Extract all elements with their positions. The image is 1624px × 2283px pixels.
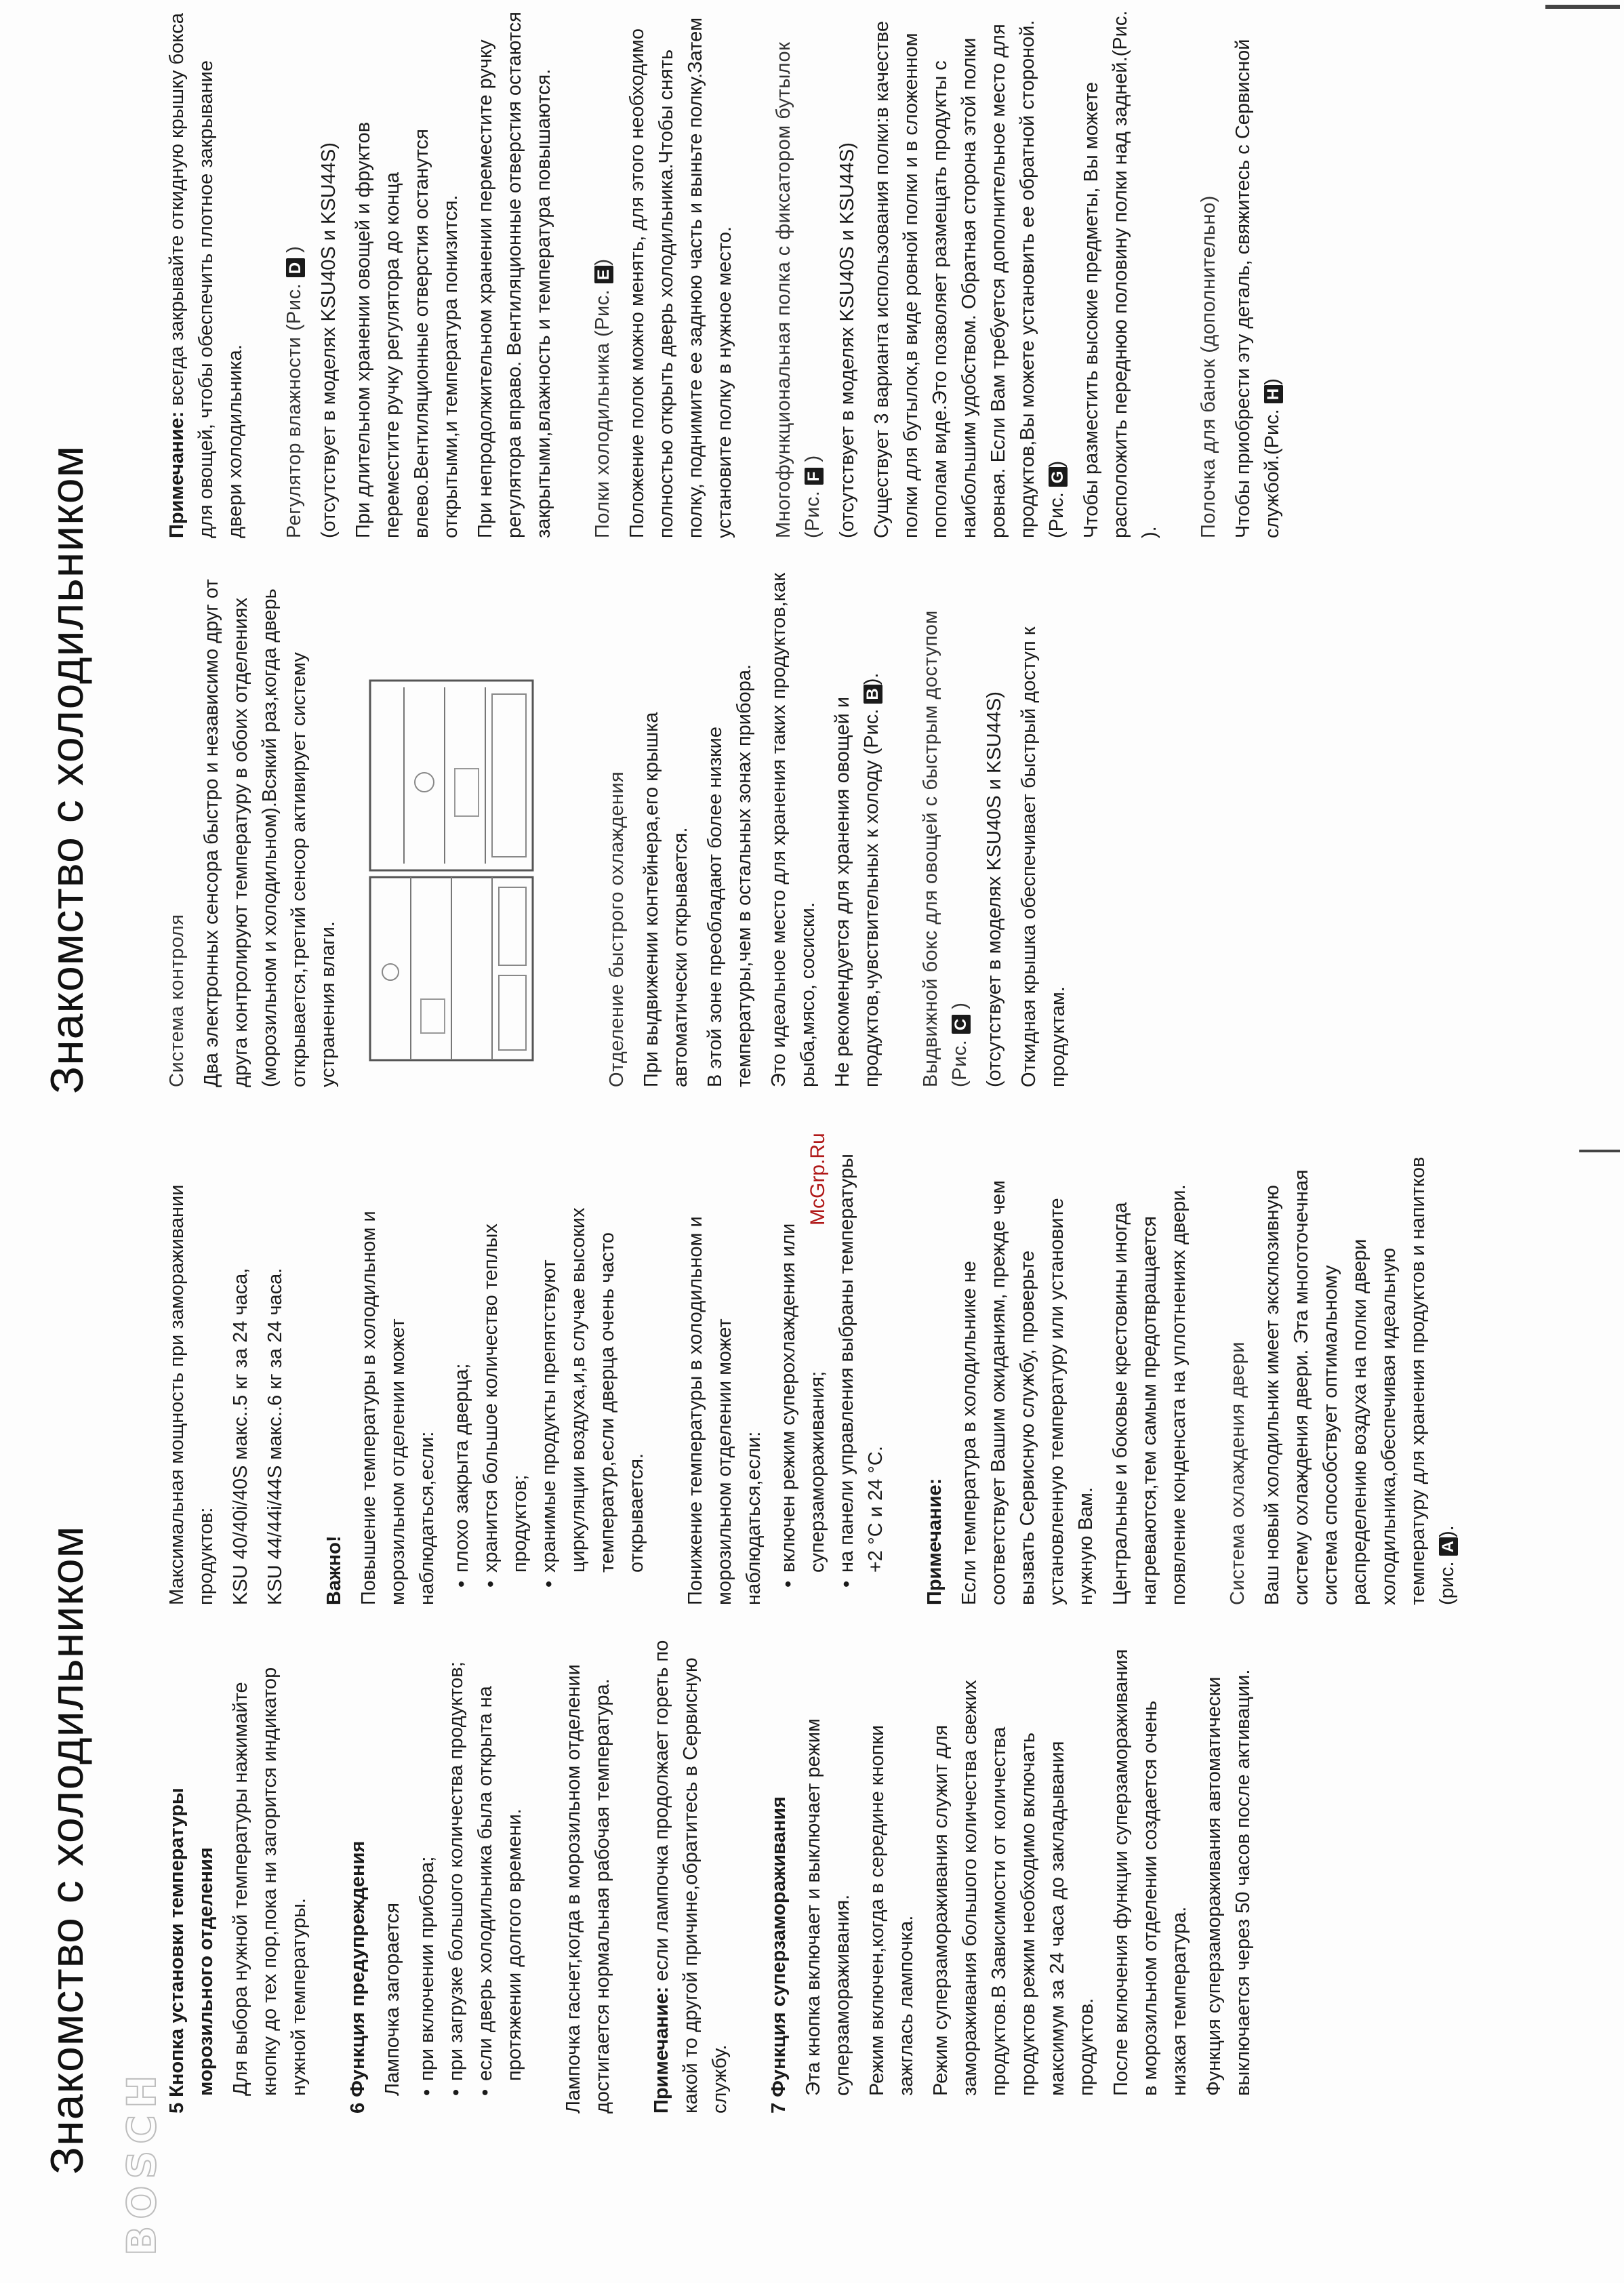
list-item: • хранимые продукты препятствуют циркуляции воздуха,и,в случае высоких температур,если дверца очень часто открывается. [535, 1151, 651, 1588]
multi-shelf-text: Существует 3 варианта использования полки:в качестве полки для бутылок,в виде ровной полки и в сложенном пополам виде.Это позволяет размещать продукты с наибольшим удобством. Обратная сторона этой полки ровная. Если Вам требуется дополнительное место для продуктов,Вы можете установить ее обратной стороной. (Рис. [871, 20, 1068, 538]
right-column-1: Система контроля Два электронных сенсора быстро и независимо друг от друга контролируют температуру в обоих отделениях (морозильном и холодильном).Всякий раз,когда дверь открывается,третий сенсор активирует систему устранения влаги. Отделение быстрого охлаждения При выдвижении контейнера,его крышка автоматически открывается. В этой зоне преобладают более низкие температуры,чем в остальных зонах прибора. Это идеальное место для хранения таких продуктов,как рыба,мясо, сосиски. Не рекомендуется для хранения овощей и продуктов,чувствительных к холоду (Рис. B). Выдвижной бокс для овощей с быстрым доступом (Рис. C ) (отсутствует в моделях KSU40S и KSU44S) Откидная крышка обеспечивает быстрый доступ к продуктам. [163, 572, 1078, 1087]
right-column-2: Примечание: всегда закрывайте откидную крышку бокса для овощей, чтобы обеспечить плотное закрывание двери холодильника. Регулятор влажности (Рис. D ) (отсутствует в моделях KSU40S и KSU44S) При длительном хранении овощей и фруктов переместите ручку регулятора до конца влево.Вентиляционные отверстия останутся открытыми,и температура понизится. При непродолжительном хранении переместите ручку регулятора вправо. Вентиляционные отверстия остаются закрытыми,влажность и температура повышаются. Полки холодильника (Рис. E) Положение полок можно менять, для этого необходимо полностью открыть дверь холодильника.Чтобы снять полку, поднимите ее заднюю часть и выньте полку.Затем установите полку в нужное место. Многофункциональная полка с фиксатором бутылок (Рис. F ) (отсутствует в моделях KSU40S и KSU44S) Существует 3 варианта использования полки:в качестве полки для бутылок,в виде ровной полки и в сложенном пополам виде.Это позволяет размещать продукты с наибольшим удобством. Обратная сторона этой полки ровная. Если Вам требуется дополнительное место для продуктов,Вы можете установить ее обратной стороной. (Рис. G) Чтобы разместить высокие предметы, Вы можете расположить переднюю половину полки над задней.(Рис. ). Полочка для банок (дополнительно) Чтобы приобрести эту деталь, свяжитесь с Сервисной службой.(Рис. H) [166, 10, 1283, 538]
section6-note: если лампочка продолжает гореть по какой то другой причине,обратитесь в Сервисную службу. [651, 1640, 731, 2114]
max-power-40: KSU 40/40i/40S макс..5 кг за 24 часа, [230, 1268, 251, 1605]
list-item: • при загрузке большого количества продуктов; [442, 1639, 471, 2096]
quick-cool-p3: Это идеальное место для хранения таких продуктов,как рыба,мясо, сосиски. [768, 573, 819, 1087]
figure-ref-c: C [952, 1015, 971, 1034]
figure-ref-f: F [805, 468, 824, 485]
figure-ref-h: H [1264, 385, 1283, 403]
note-text: всегда закрывайте откидную крышку бокса для овощей, чтобы обеспечить плотное закрывание двери холодильника. [166, 13, 246, 538]
list-item: • при включении прибора; [413, 1639, 442, 2096]
watermark: McGrp.Ru [807, 1133, 829, 1226]
note-label: Примечание: [166, 411, 188, 538]
figure-ref-e: E [594, 266, 613, 284]
note-text-2: Центральные и боковые крестовины иногда нагреваются,тем самым предотвращается появление конденсата на уплотнениях двери. [1110, 1184, 1190, 1605]
humidity-models: (отсутствует в моделях KSU40S и KSU44S) [318, 142, 340, 538]
shelves-title: Полки холодильника (Рис. [592, 289, 613, 538]
max-power-text: Максимальная мощность при замораживании продуктов: [166, 1184, 217, 1605]
multi-shelf-title: Многофункциональная полка с фиксатором бутылок (Рис. [773, 41, 824, 538]
door-cooling-text: Ваш новый холодильник имеет эксклюзивную систему охлаждения двери. Эта многоточечная система способствует оптимальному распределению воздуха на полки двери холодильника,обеспечивая идеальную температуру для хранения продуктов и напитков (рис. [1261, 1156, 1458, 1605]
quick-cool-end: ). [861, 672, 882, 685]
section7-p3: Режим суперзамораживания служит для замораживания большого количества свежих продуктов.В Зависимости от количества продуктов режим необходимо включать максимум за 24 часа до закладывания продуктов. [930, 1680, 1097, 2096]
veg-box-text: Откидная крышка обеспечивает быстрый доступ к продуктам. [1018, 626, 1069, 1087]
list-item: • включен режим суперохлаждения или суперзамораживания; [774, 1151, 832, 1588]
lower-temp-text: Понижение температуры в холодильном и морозильном отделении может наблюдаться,если: [685, 1216, 765, 1605]
section7-p2: Режим включен,когда в середине кнопки зажглась лампочка. [866, 1724, 917, 2096]
humidity-title: Регулятор влажности (Рис. [283, 283, 305, 538]
important-text: Повышение температуры в холодильном и морозильном отделении может наблюдаться,если: [358, 1211, 438, 1605]
quick-cool-p1: При выдвижении контейнера,его крышка автоматически открывается. [641, 712, 691, 1087]
veg-box-models: (отсутствует в моделях KSU40S и KSU44S) [983, 691, 1005, 1087]
section7-p1: Эта кнопка включает и выключает режим суперзамораживания. [803, 1718, 853, 2096]
section7-p4: После включения функции суперзамораживания в морозильном отделении создается очень низкая температура. [1110, 1649, 1190, 2096]
section6-title: 6 Функция предупреждения [347, 1840, 369, 2114]
section5-text: Для выбора нужной температуры нажимайте кнопку до тех пор,пока ни загорится индикатор нужной температуры. [230, 1667, 310, 2096]
multi-shelf-text-2: Чтобы разместить высокие предметы, Вы можете расположить переднюю половину полки над задней.(Рис. ). [1080, 10, 1160, 538]
fridge-interior-illustration [357, 667, 546, 1074]
can-shelf-title: Полочка для банок (дополнительно) [1198, 195, 1219, 538]
section6-lamp-off: Лампочка гаснет,когда в морозильном отделении достигается нормальная рабочая температура. [563, 1664, 613, 2114]
page-title: Знакомство с холодильником [41, 1525, 93, 2175]
quick-cool-title: Отделение быстрого охлаждения [606, 771, 628, 1087]
veg-box-title: Выдвижной бокс для овощей с быстрым доступом [920, 610, 941, 1087]
section7-p5: Функция суперзамораживания автоматически выключается через 50 часов после активации. [1203, 1669, 1254, 2096]
section5-title: 5 Кнопка установки температуры [166, 1787, 188, 2114]
multi-shelf-models: (отсутствует в моделях KSU40S и KSU44S) [836, 142, 858, 538]
brand-logo: BOSCH [119, 2068, 165, 2256]
can-shelf-text: Чтобы приобрести эту деталь, свяжитесь с Сервисной службой.(Рис. [1232, 39, 1283, 538]
important-list [447, 1151, 651, 1605]
lower-temp-list [774, 1151, 891, 1605]
list-item: • хранится большое количество теплых продуктов; [476, 1151, 535, 1588]
note-label: Примечание: [924, 1478, 946, 1605]
section6-intro: Лампочка загорается [382, 1903, 403, 2096]
section6-note-label: Примечание: [651, 1986, 672, 2114]
quick-cool-p2: В этой зоне преобладают более низкие температуры,чем в остальных зонах прибора. [704, 664, 755, 1087]
figure-ref-b: B [864, 685, 882, 703]
list-item: • плохо закрыта дверца; [447, 1151, 476, 1588]
list-item: • если дверь холодильника была открыта на протяжении долгого времени. [471, 1639, 529, 2096]
can-shelf-end: ) [1261, 378, 1283, 385]
note-text: Если температура в холодильнике не соответствует Вашим ожиданиям, прежде чем вызвать Сервисную службу, проверьте установленную температуру или установите нужную Вам. [958, 1180, 1097, 1605]
figure-ref-a: A [1439, 1537, 1458, 1556]
humidity-p1: При длительном хранении овощей и фруктов переместите ручку регулятора до конца влево.Вентиляционные отверстия останутся открытыми,и температура понизится. [352, 121, 462, 538]
important-label: Важно! [323, 1535, 345, 1605]
page-title: Знакомство с холодильником [41, 445, 93, 1094]
section5-title-line2: морозильного отделения [195, 1847, 217, 2096]
door-cooling-end: ). [1436, 1525, 1458, 1538]
control-text: Два электронных сенсора быстро и независимо друг от друга контролируют температуру в обоих отделениях (морозильном и холодильном).Всякий раз,когда дверь открывается,третий сенсор активирует систему устранения влаги. [201, 579, 339, 1087]
section7-title: 7 Функция суперзамораживания [768, 1796, 790, 2114]
door-cooling-title: Система охлаждения двери [1227, 1341, 1249, 1605]
scan-edge-mark [1545, 5, 1620, 9]
humidity-p2: При непродолжительном хранении переместите ручку регулятора вправо. Вентиляционные отверстия остаются закрытыми,влажность и температура повышаются. [474, 12, 554, 538]
left-column-1 [163, 1639, 1263, 2114]
control-title: Система контроля [166, 914, 188, 1087]
figure-ref-g: G [1049, 468, 1068, 487]
quick-cool-p4: Не рекомендуется для хранения овощей и продуктов,чувствительных к холоду (Рис. [832, 696, 882, 1087]
shelves-text: Положение полок можно менять, для этого необходимо полностью открыть дверь холодильника.Чтобы снять полку, поднимите ее заднюю часть и выньте полку.Затем установите полку в нужное место. [626, 17, 735, 538]
figure-ref-d: D [286, 258, 305, 277]
list-item: • на панели управления выбраны температуры +2 °C и 24 °C. [832, 1151, 891, 1588]
page-fold-mark [1579, 1150, 1620, 1152]
left-page [0, 1142, 1624, 2283]
max-power-44: KSU 44/44i/44S макс..6 кг за 24 часа. [264, 1268, 286, 1605]
section6-list [413, 1639, 529, 2114]
